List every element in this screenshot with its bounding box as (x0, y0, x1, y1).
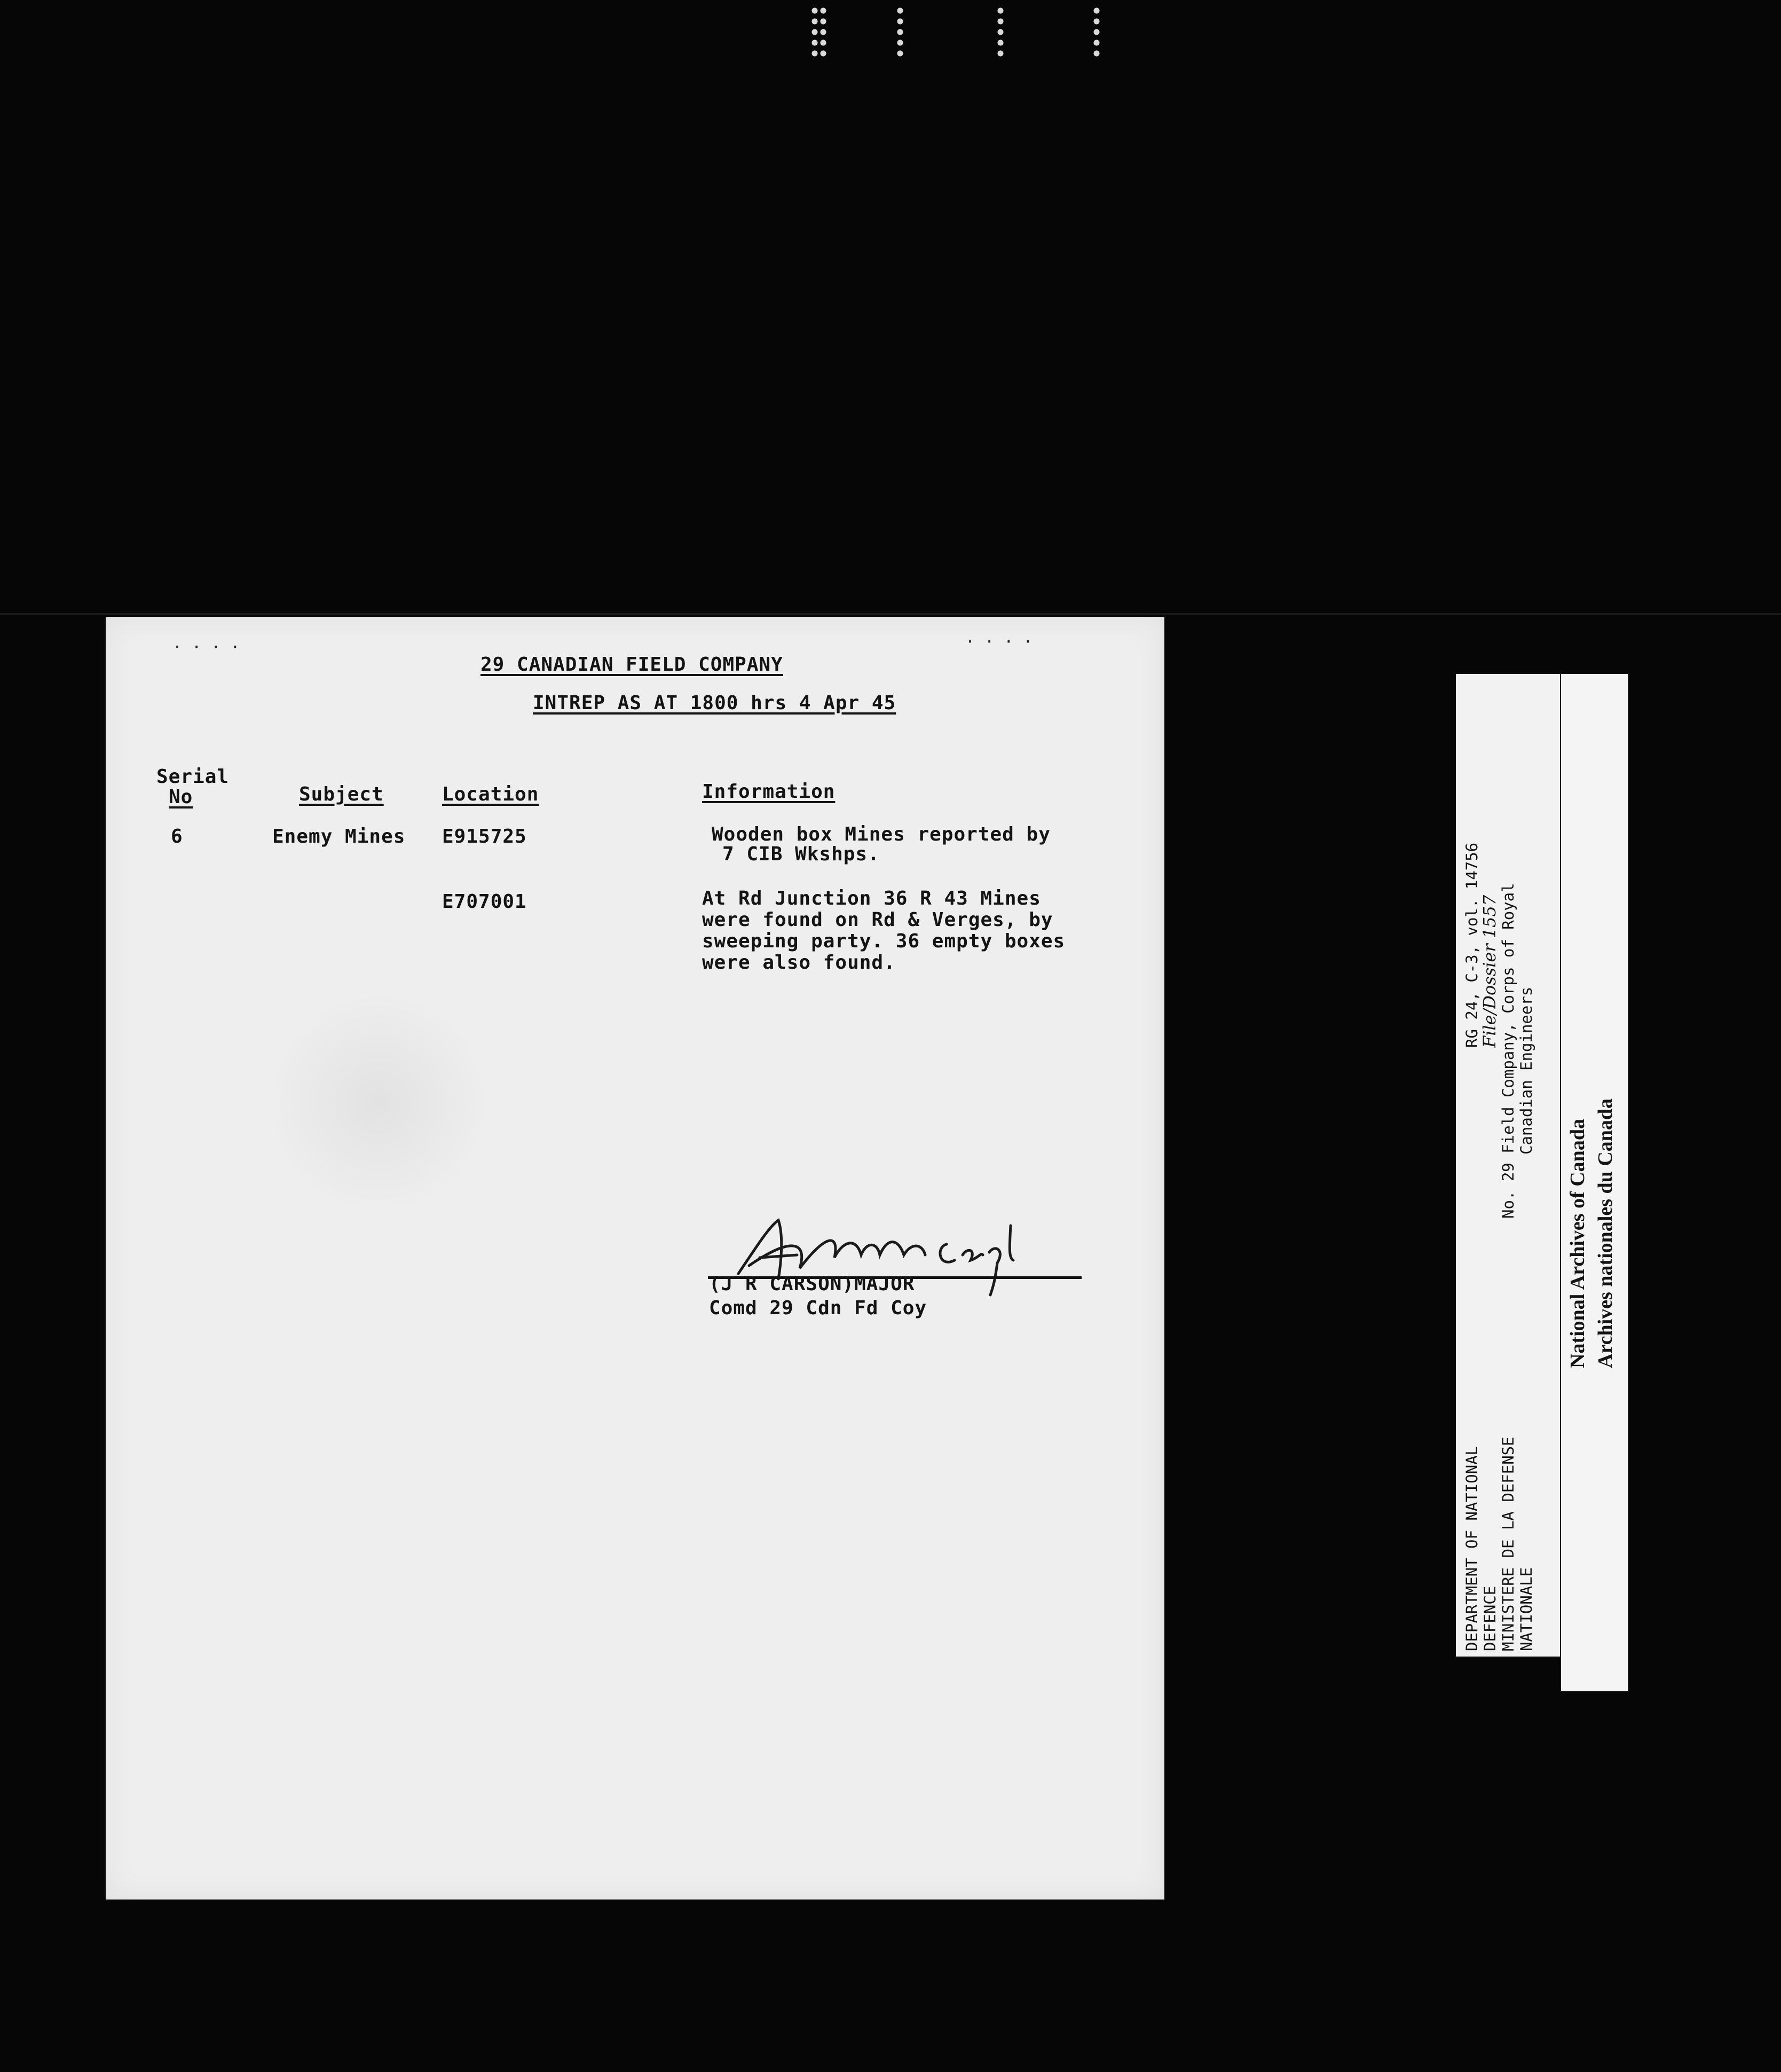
perforation-column (820, 5, 826, 59)
entry-subject: Enemy Mines (272, 826, 406, 847)
department-line: NATIONALE (1517, 1567, 1535, 1651)
entry-serial: 6 (171, 826, 183, 847)
perforation-column (811, 5, 818, 59)
document-subtitle: INTREP AS AT 1800 hrs 4 Apr 45 (533, 692, 896, 714)
entry-information-line: At Rd Junction 36 R 43 Mines (702, 888, 1041, 909)
frame-divider (0, 613, 1781, 615)
file-label: File/Dossier (1479, 944, 1500, 1048)
unit-line: Canadian Engineers (1517, 986, 1535, 1155)
paper-smudge (266, 991, 490, 1215)
header-information: Information (702, 781, 836, 803)
archives-name-french: Archives nationales du Canada (1594, 1098, 1617, 1368)
department-line: DEPARTMENT OF NATIONAL (1463, 1446, 1481, 1651)
document-sheet (106, 617, 1164, 1900)
perforation-column (997, 5, 1004, 59)
national-archives-label (1560, 673, 1629, 1692)
entry-information-line: 7 CIB Wkshps. (722, 843, 880, 865)
entry-location: E707001 (442, 891, 527, 913)
perforation-column (1093, 5, 1100, 59)
perforation-column (897, 5, 903, 59)
header-serial: Serial (156, 766, 230, 788)
entry-information-line: sweeping party. 36 empty boxes (702, 930, 1066, 952)
unit-line: No. 29 Field Company, Corps of Royal (1499, 883, 1517, 1219)
entry-information-line: Wooden box Mines reported by (712, 823, 1051, 845)
header-serial-no: No (169, 786, 193, 808)
archive-reference-label (1455, 673, 1569, 1658)
signatory-name: (J R CARSON)MAJOR (709, 1273, 915, 1295)
entry-information-line: were found on Rd & Verges, by (702, 909, 1053, 931)
signatory-title: Comd 29 Cdn Fd Coy (709, 1297, 927, 1319)
header-location: Location (442, 783, 539, 805)
header-subject: Subject (299, 783, 384, 805)
entry-information-line: were also found. (702, 952, 896, 974)
document-title: 29 CANADIAN FIELD COMPANY (480, 654, 783, 676)
file-number: 1557 (1479, 894, 1500, 939)
archive-reference: RG 24, C-3, vol. 14756 (1463, 842, 1481, 1048)
department-line: DEFENCE (1481, 1586, 1499, 1651)
paper-specks: · · · · (965, 633, 1033, 652)
entry-location: E915725 (442, 826, 527, 847)
archives-name-english: National Archives of Canada (1566, 1119, 1589, 1368)
file-dossier-label (1479, 895, 1500, 1048)
film-perforations (801, 5, 1110, 59)
paper-specks: · · · · (172, 638, 240, 657)
department-line: MINISTERE DE LA DEFENSE (1499, 1437, 1517, 1651)
